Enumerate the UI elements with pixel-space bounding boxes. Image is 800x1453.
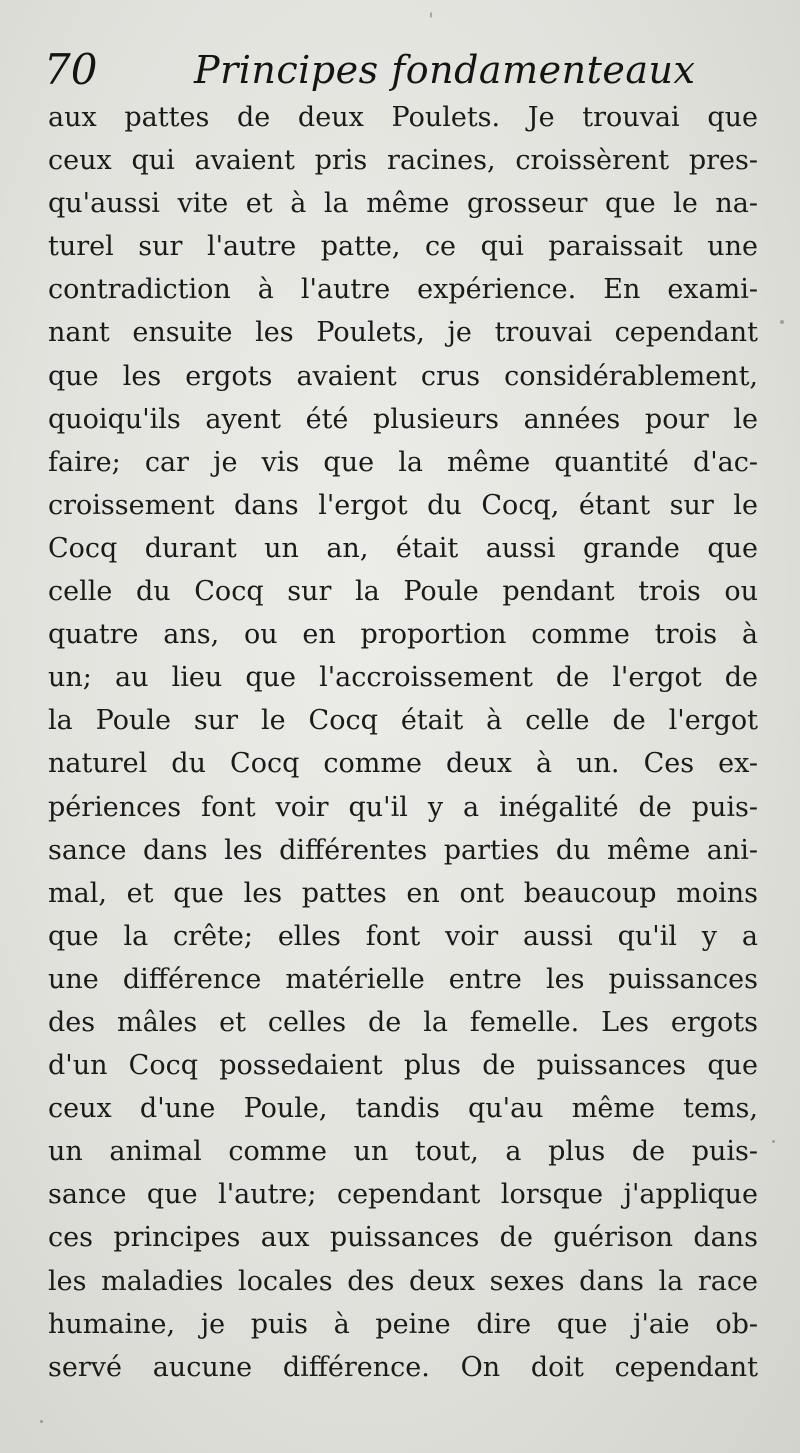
text-line: qu'aussi vite et à la même grosseur que le na- [48, 188, 758, 220]
text-line: croissement dans l'ergot du Cocq, étant sur le [48, 489, 758, 521]
text-line: naturel du Cocq comme deux à un. Ces ex- [48, 748, 758, 780]
text-line: un animal comme un tout, a plus de puis- [48, 1136, 758, 1168]
text-line: d'un Cocq possedaient plus de puissances que [48, 1050, 758, 1082]
text-line: ces principes aux puissances de guérison dans [48, 1222, 758, 1254]
text-line: la Poule sur le Cocq était à celle de l'ergot [48, 705, 758, 737]
text-line: ceux qui avaient pris racines, croissèrent pres- [48, 145, 758, 177]
text-line: turel sur l'autre patte, ce qui paraissait une [48, 231, 758, 263]
text-line: périences font voir qu'il y a inégalité de puis- [48, 791, 758, 823]
text-line: sance dans les différentes parties du même ani- [48, 834, 758, 866]
text-line: nant ensuite les Poulets, je trouvai cependant [48, 317, 758, 349]
paper-speck [40, 1420, 43, 1423]
text-line: des mâles et celles de la femelle. Les ergots [48, 1006, 758, 1038]
page-header [44, 44, 764, 96]
text-line: faire; car je vis que la même quantité d'ac- [48, 446, 758, 478]
page-number: 70 [44, 45, 98, 94]
text-line: une différence matérielle entre les puissances [48, 963, 758, 995]
text-line: mal, et que les pattes en ont beaucoup moins [48, 877, 758, 909]
running-head: Principes fondamenteaux [194, 48, 696, 92]
paper-speck [430, 12, 432, 18]
text-line: ceux d'une Poule, tandis qu'au même tems, [48, 1093, 758, 1125]
text-line: que la crête; elles font voir aussi qu'il y a [48, 920, 758, 952]
text-line: humaine, je puis à peine dire que j'aie ob- [48, 1308, 758, 1340]
text-line: servé aucune différence. On doit cependant [48, 1351, 758, 1383]
paper-speck [780, 320, 784, 324]
text-line: celle du Cocq sur la Poule pendant trois ou [48, 576, 758, 608]
body-text [48, 96, 758, 1389]
text-line: quoiqu'ils ayent été plusieurs années pour le [48, 403, 758, 435]
text-line: que les ergots avaient crus considérablement, [48, 360, 758, 392]
text-line: aux pattes de deux Poulets. Je trouvai que [48, 102, 758, 133]
text-line: contradiction à l'autre expérience. En exami- [48, 274, 758, 306]
text-line: quatre ans, ou en proportion comme trois à [48, 619, 758, 651]
text-line: les maladies locales des deux sexes dans la race [48, 1265, 758, 1297]
text-line: sance que l'autre; cependant lorsque j'applique [48, 1179, 758, 1211]
text-line: un; au lieu que l'accroissement de l'ergot de [48, 662, 758, 694]
paper-speck [772, 1140, 775, 1143]
text-line: Cocq durant un an, était aussi grande que [48, 532, 758, 564]
